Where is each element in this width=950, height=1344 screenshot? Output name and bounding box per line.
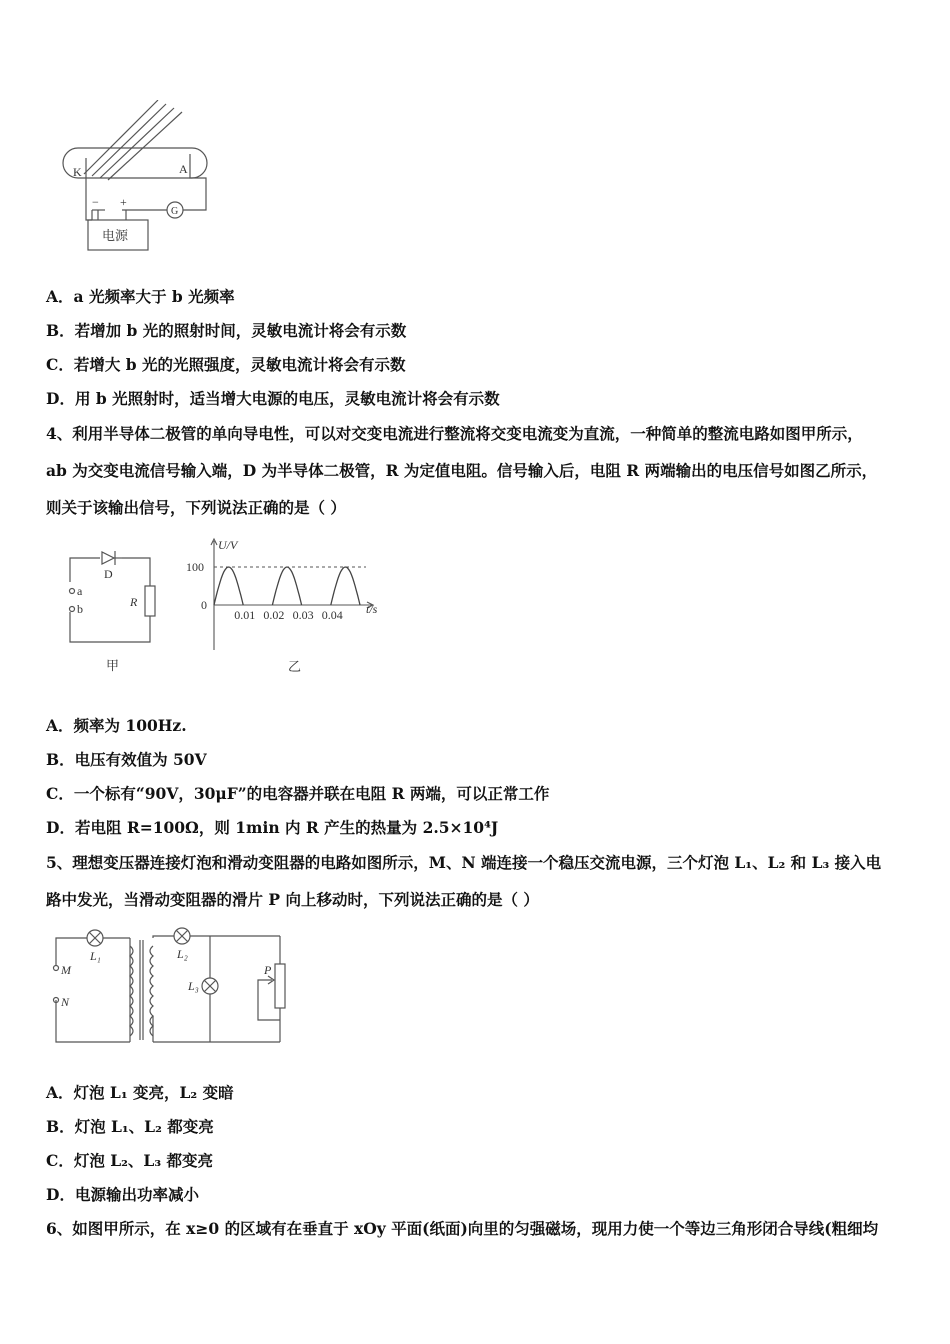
q4-option-d: D．若电阻 R=100Ω，则 1min 内 R 产生的热量为 2.5×10⁴J: [46, 818, 499, 837]
x-tick-label: 0.02: [263, 608, 285, 622]
q4-stem-line-2: ab 为交变电流信号输入端，D 为半导体二极管，R 为定值电阻。信号输入后，电阻 R 两端输出的电压信号如图乙所示，: [46, 461, 878, 480]
y-tick-label: 100: [186, 560, 204, 574]
q3-option-a: A．a 光频率大于 b 光频率: [46, 287, 235, 306]
power-supply-label: 电源: [102, 228, 129, 243]
photoelectric-circuit-svg: [40, 100, 220, 260]
y-axis-label: U/V: [218, 538, 238, 552]
x-tick-label: 0.01: [234, 608, 256, 622]
q4-option-c: C．一个标有“90V，30μF”的电容器并联在电阻 R 两端，可以正常工作: [46, 784, 550, 803]
q3-option-c: C．若增大 b 光的光照强度，灵敏电流计将会有示数: [46, 355, 406, 374]
figure-jia-caption: 甲: [106, 658, 120, 673]
figure-yi-caption: 乙: [288, 659, 302, 674]
q5-option-d: D．电源输出功率减小: [46, 1185, 199, 1204]
lamp-l3-label: L₃: [188, 979, 199, 993]
terminal-a-label: a: [77, 584, 83, 598]
rectifier-circuit-svg: [60, 540, 170, 680]
rectifier-circuit-figure: [60, 540, 170, 680]
terminal-m-label: M: [61, 963, 71, 977]
lamp-l1-label: L₁: [90, 949, 101, 963]
photoelectric-circuit-figure: [40, 100, 220, 260]
x-tick-label: 0.04: [321, 608, 343, 622]
anode-label: A: [179, 162, 188, 176]
galvanometer-label: G: [171, 206, 179, 217]
q5-stem-line-2: 路中发光，当滑动变阻器的滑片 P 向上移动时，下列说法正确的是（ ）: [46, 890, 539, 909]
terminal-n-label: N: [61, 995, 70, 1009]
q4-stem-line-1: 4、利用半导体二极管的单向导电性，可以对交变电流进行整流将交变电流变为直流，一种简单的整流电路如图甲所示，: [46, 424, 863, 443]
q4-option-b: B．电压有效值为 50V: [46, 750, 207, 769]
voltage-series-line: [214, 567, 360, 605]
plus-sign: +: [120, 195, 127, 209]
resistor-label: R: [130, 595, 138, 609]
cathode-label: K: [73, 165, 82, 179]
q4-stem-line-3: 则关于该输出信号，下列说法正确的是（ ）: [46, 498, 346, 517]
voltage-chart-svg: [180, 535, 390, 680]
slider-p-label: P: [264, 963, 272, 977]
q3-option-b: B．若增加 b 光的照射时间，灵敏电流计将会有示数: [46, 321, 407, 340]
lamp-l2-label: L₂: [177, 947, 188, 961]
q4-option-a: A．频率为 100Hz.: [46, 716, 187, 735]
q3-option-d: D．用 b 光照射时，适当增大电源的电压，灵敏电流计将会有示数: [46, 389, 500, 408]
x-axis-label: t/s: [366, 602, 378, 616]
x-tick-label: 0.03: [292, 608, 314, 622]
q5-option-a: A．灯泡 L₁ 变亮，L₂ 变暗: [46, 1083, 234, 1102]
transformer-circuit-figure: [40, 920, 300, 1050]
q5-option-b: B．灯泡 L₁、L₂ 都变亮: [46, 1117, 214, 1136]
transformer-circuit-svg: [40, 920, 300, 1050]
q5-stem-line-1: 5、理想变压器连接灯泡和滑动变阻器的电路如图所示，M、N 端连接一个稳压交流电源，三个灯泡 L₁、L₂ 和 L₃ 接入电: [46, 853, 882, 872]
q5-option-c: C．灯泡 L₂、L₃ 都变亮: [46, 1151, 214, 1170]
voltage-chart-figure: [180, 535, 390, 680]
diode-label: D: [104, 567, 113, 581]
minus-sign: −: [92, 195, 99, 209]
y-tick-label: 0: [201, 598, 207, 612]
q6-stem-line-1: 6、如图甲所示，在 x≥0 的区域有在垂直于 xOy 平面(纸面)向里的匀强磁场，现用力使一个等边三角形闭合导线(粗细均: [46, 1219, 879, 1238]
terminal-b-label: b: [77, 602, 83, 616]
